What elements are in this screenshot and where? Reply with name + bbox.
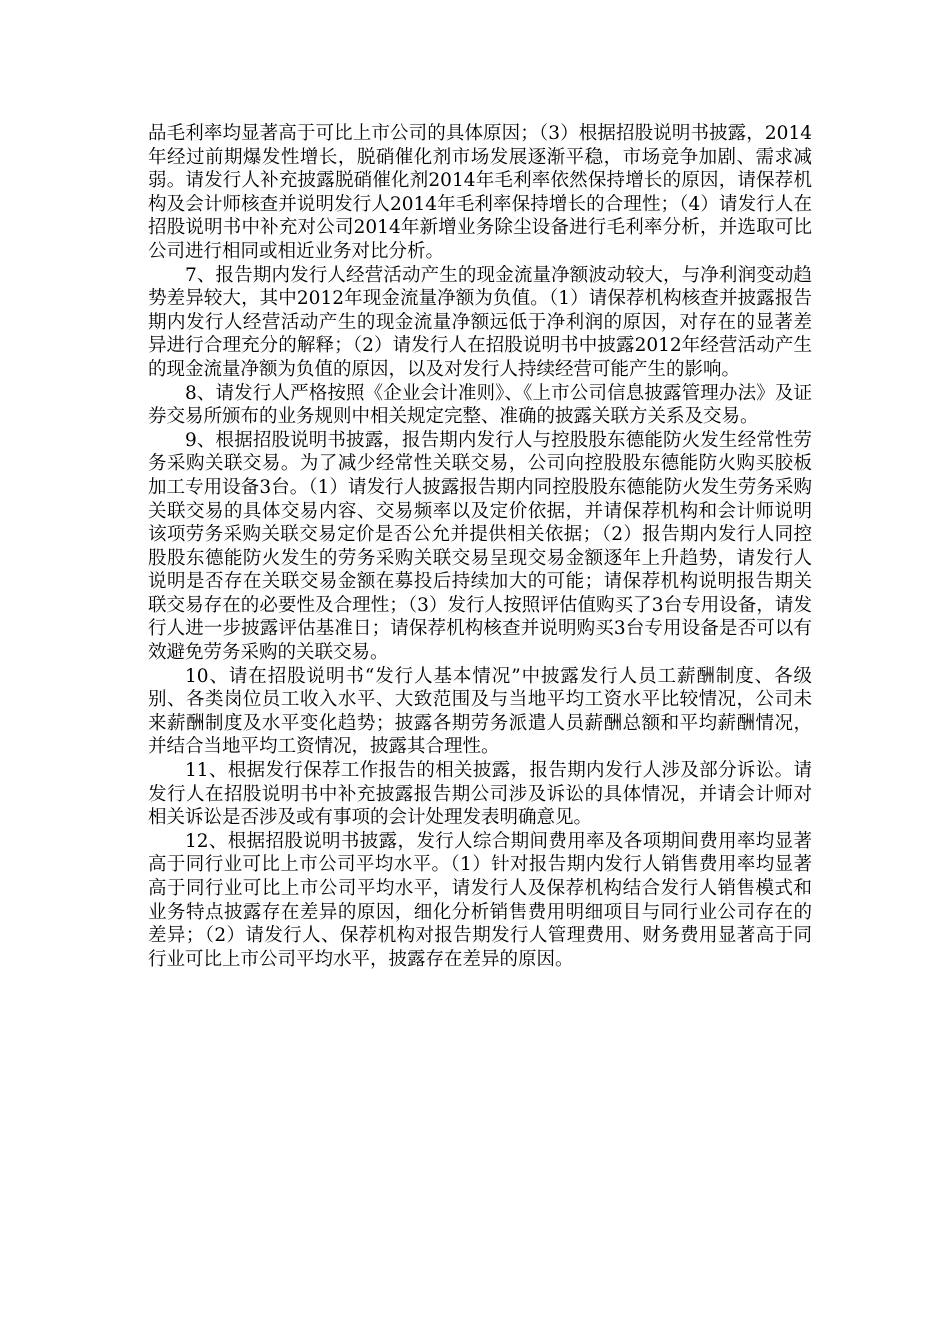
- paragraph-item-10: 10、请在招股说明书“发行人基本情况”中披露发行人员工薪酬制度、各级别、各类岗位员工收入水平、大致范围及与当地平均工资水平比较情况，公司未来薪酬制度及水平变化趋势；披露各期劳务派遣人员薪酬总额和平均薪酬情况，并结合当地平均工资情况，披露其合理性。: [148, 665, 812, 758]
- paragraph-item-11: 11、根据发行保荐工作报告的相关披露，报告期内发行人涉及部分诉讼。请发行人在招股说明书中补充披露报告期公司涉及诉讼的具体情况，并请会计师对相关诉讼是否涉及或有事项的会计处理发表明确意见。: [148, 760, 812, 829]
- paragraph-item-9: 9、根据招股说明书披露，报告期内发行人与控股股东德能防火发生经常性劳务采购关联交易。为了减少经常性关联交易，公司向控股股东德能防火购买胶板加工专用设备3台。（1）请发行人披露报告期内同控股股东德能防火发生劳务采购关联交易的具体交易内容、交易频率以及定价依据，并请保荐机构和会计师说明该项劳务采购关联交易定价是否公允并提供相关依据；（2）报告期内发行人同控股股东德能防火发生的劳务采购关联交易呈现交易金额逐年上升趋势，请发行人说明是否存在关联交易金额在募投后持续加大的可能；请保荐机构说明报告期关联交易存在的必要性及合理性；（3）发行人按照评估值购买了3台专用设备，请发行人进一步披露评估基准日；请保荐机构核查并说明购买3台专用设备是否可以有效避免劳务采购的关联交易。: [148, 429, 812, 664]
- document-page: [148, 122, 812, 971]
- paragraph-item-12: 12、根据招股说明书披露，发行人综合期间费用率及各项期间费用率均显著高于同行业可比上市公司平均水平。（1）针对报告期内发行人销售费用率均显著高于同行业可比上市公司平均水平，请发行人及保荐机构结合发行人销售模式和业务特点披露存在差异的原因，细化分析销售费用明细项目与同行业公司存在的差异；（2）请发行人、保荐机构对报告期发行人管理费用、财务费用显著高于同行业可比上市公司平均水平，披露存在差异的原因。: [148, 830, 812, 970]
- paragraph-item-8: 8、请发行人严格按照《企业会计准则》、《上市公司信息披露管理办法》及证券交易所颁布的业务规则中相关规定完整、准确的披露关联方关系及交易。: [148, 382, 812, 428]
- paragraph-continuation-item-6: 品毛利率均显著高于可比上市公司的具体原因；（3）根据招股说明书披露，2014年经过前期爆发性增长，脱硝催化剂市场发展逐渐平稳，市场竞争加剧、需求减弱。请发行人补充披露脱硝催化剂2014年毛利率依然保持增长的原因，请保荐机构及会计师核查并说明发行人2014年毛利率保持增长的合理性；（4）请发行人在招股说明书中补充对公司2014年新增业务除尘设备进行毛利率分析，并选取可比公司进行相同或相近业务对比分析。: [148, 123, 812, 262]
- paragraph-item-7: 7、报告期内发行人经营活动产生的现金流量净额波动较大，与净利润变动趋势差异较大，其中2012年现金流量净额为负值。（1）请保荐机构核查并披露报告期内发行人经营活动产生的现金流量净额远低于净利润的原因，对存在的显著差异进行合理充分的解释；（2）请发行人在招股说明书中披露2012年经营活动产生的现金流量净额为负值的原因，以及对发行人持续经营可能产生的影响。: [148, 264, 812, 380]
